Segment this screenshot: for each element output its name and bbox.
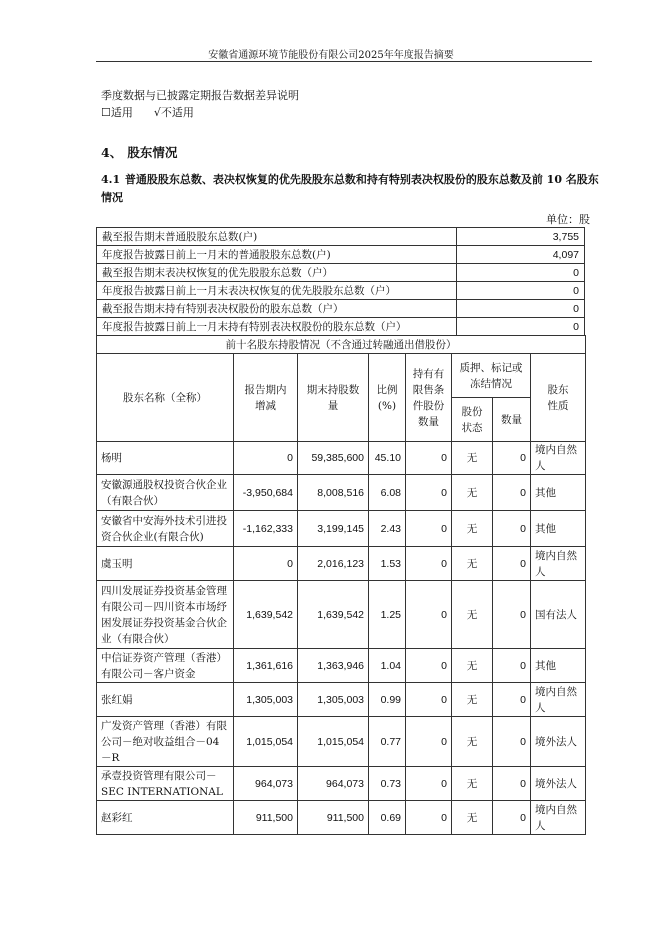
summary-value: 4,097 [457,246,585,264]
summary-row [97,318,585,336]
section-4-title: 股东情况 [127,145,178,160]
section-4-1-heading [101,171,601,207]
summary-label: 截至报告期末持有特别表决权股份的股东总数（户） [97,300,457,318]
shareholder-restricted: 0 [406,683,452,717]
shareholder-pledge-status: 无 [452,683,493,717]
shareholder-name: 赵彩红 [97,801,234,835]
shareholder-row [97,581,586,649]
shareholder-pledge-status: 无 [452,581,493,649]
shareholder-row [97,801,586,835]
shareholder-ratio: 1.25 [369,581,406,649]
shareholder-pledge-status: 无 [452,547,493,581]
shareholder-change: -3,950,684 [234,475,298,511]
shareholder-held: 59,385,600 [298,442,369,475]
col-header-nature: 股东性质 [531,354,586,442]
shareholder-held: 8,008,516 [298,475,369,511]
shareholder-restricted: 0 [406,442,452,475]
shareholder-restricted: 0 [406,581,452,649]
shareholder-name: 安徽省中安海外技术引进投资合伙企业(有限合伙) [97,511,234,547]
shareholder-change: 1,305,003 [234,683,298,717]
shareholder-row [97,511,586,547]
summary-value: 0 [457,282,585,300]
summary-label: 年度报告披露日前上一月末的普通股股东总数(户) [97,246,457,264]
shareholder-row [97,767,586,801]
shareholder-nature: 国有法人 [531,581,586,649]
shareholder-pledge-qty: 0 [493,801,531,835]
shareholder-held: 1,015,054 [298,717,369,767]
col-header-held: 期末持股数量 [298,354,369,442]
shareholder-pledge-status: 无 [452,767,493,801]
shareholder-row [97,683,586,717]
shareholder-held: 911,500 [298,801,369,835]
shareholder-nature: 境外法人 [531,717,586,767]
summary-value: 0 [457,318,585,336]
shareholder-pledge-qty: 0 [493,581,531,649]
shareholder-pledge-qty: 0 [493,442,531,475]
shareholder-nature: 境内自然人 [531,683,586,717]
shareholder-pledge-status: 无 [452,475,493,511]
option-not-applicable: √不适用 [153,106,194,119]
shareholder-pledge-status: 无 [452,511,493,547]
shareholder-restricted: 0 [406,649,452,683]
summary-row [97,282,585,300]
summary-row [97,300,585,318]
shareholder-pledge-status: 无 [452,649,493,683]
shareholder-pledge-status: 无 [452,442,493,475]
shareholder-row [97,547,586,581]
header-divider [96,61,592,62]
shareholder-change: 964,073 [234,767,298,801]
shareholder-name: 广发资产管理（香港）有限公司－绝对收益组合－04－R [97,717,234,767]
section-4-number: 4、 [101,145,123,160]
shareholder-summary-table [96,227,585,336]
shareholder-held: 2,016,123 [298,547,369,581]
section-4-heading [101,143,177,161]
shareholder-name: 四川发展证券投资基金管理有限公司－四川资本市场纾困发展证券投资基金合伙企业（有限合伙） [97,581,234,649]
shareholder-restricted: 0 [406,547,452,581]
shareholder-pledge-status: 无 [452,801,493,835]
summary-row [97,228,585,246]
shareholder-change: 911,500 [234,801,298,835]
shareholder-pledge-qty: 0 [493,649,531,683]
shareholder-pledge-qty: 0 [493,511,531,547]
shareholder-name: 中信证券资产管理（香港）有限公司－客户资金 [97,649,234,683]
shareholder-nature: 境内自然人 [531,801,586,835]
shareholder-ratio: 6.08 [369,475,406,511]
shareholder-nature: 其他 [531,475,586,511]
quarter-note-options [101,104,194,120]
shareholder-ratio: 0.99 [369,683,406,717]
summary-value: 3,755 [457,228,585,246]
col-header-change: 报告期内增减 [234,354,298,442]
shareholder-restricted: 0 [406,475,452,511]
shareholder-restricted: 0 [406,801,452,835]
section-4-1-number: 4.1 [101,173,121,186]
shareholder-held: 964,073 [298,767,369,801]
shareholder-change: 1,639,542 [234,581,298,649]
col-header-name: 股东名称（全称） [97,354,234,442]
shareholder-name: 张红娟 [97,683,234,717]
shareholder-ratio: 1.04 [369,649,406,683]
shareholder-pledge-qty: 0 [493,717,531,767]
shareholder-ratio: 2.43 [369,511,406,547]
col-header-ratio: 比例(%) [369,354,406,442]
shareholder-name: 承壹投资管理有限公司－SEC INTERNATIONAL [97,767,234,801]
shareholder-change: 0 [234,547,298,581]
shareholder-nature: 境外法人 [531,767,586,801]
shareholder-held: 1,363,946 [298,649,369,683]
summary-row [97,264,585,282]
summary-value: 0 [457,264,585,282]
shareholder-name: 杨明 [97,442,234,475]
shareholder-nature: 境内自然人 [531,442,586,475]
shareholder-pledge-qty: 0 [493,475,531,511]
report-header-title: 安徽省通源环境节能股份有限公司2025年年度报告摘要 [208,50,454,61]
shareholder-ratio: 0.77 [369,717,406,767]
unit-label: 单位：股 [546,213,590,226]
shareholder-ratio: 0.69 [369,801,406,835]
col-header-pledge-group: 质押、标记或冻结情况 [452,354,531,398]
shareholder-change: -1,162,333 [234,511,298,547]
top10-caption: 前十名股东持股情况（不含通过转融通出借股份） [97,336,586,354]
top10-shareholders-table [96,335,586,835]
shareholder-ratio: 0.73 [369,767,406,801]
section-4-1-title: 普通股股东总数、表决权恢复的优先股股东总数和持有特别表决权股份的股东总数及前 10 名股东情况 [101,173,599,204]
shareholder-nature: 境内自然人 [531,547,586,581]
col-header-pledge-qty: 数量 [493,398,531,442]
summary-label: 年度报告披露日前上一月末持有特别表决权股份的股东总数（户） [97,318,457,336]
summary-label: 年度报告披露日前上一月末表决权恢复的优先股股东总数（户） [97,282,457,300]
shareholder-restricted: 0 [406,511,452,547]
shareholder-pledge-status: 无 [452,717,493,767]
shareholder-held: 1,639,542 [298,581,369,649]
summary-row [97,246,585,264]
shareholder-nature: 其他 [531,649,586,683]
shareholder-change: 0 [234,442,298,475]
shareholder-pledge-qty: 0 [493,767,531,801]
shareholder-held: 3,199,145 [298,511,369,547]
shareholder-row [97,475,586,511]
shareholder-row [97,717,586,767]
shareholder-held: 1,305,003 [298,683,369,717]
shareholder-row [97,649,586,683]
shareholder-ratio: 1.53 [369,547,406,581]
shareholder-ratio: 45.10 [369,442,406,475]
shareholder-pledge-qty: 0 [493,547,531,581]
shareholder-restricted: 0 [406,717,452,767]
shareholder-change: 1,015,054 [234,717,298,767]
shareholder-nature: 其他 [531,511,586,547]
option-applicable: ☐适用 [101,106,133,119]
shareholder-change: 1,361,616 [234,649,298,683]
quarter-note-title: 季度数据与已披露定期报告数据差异说明 [101,89,299,102]
shareholder-row [97,442,586,475]
summary-label: 截至报告期末表决权恢复的优先股股东总数（户） [97,264,457,282]
shareholder-pledge-qty: 0 [493,683,531,717]
shareholder-restricted: 0 [406,767,452,801]
summary-label: 截至报告期末普通股股东总数(户) [97,228,457,246]
shareholder-name: 安徽源通股权投资合伙企业（有限合伙） [97,475,234,511]
shareholder-name: 虞玉明 [97,547,234,581]
summary-value: 0 [457,300,585,318]
col-header-restricted: 持有有限售条件股份数量 [406,354,452,442]
col-header-pledge-status: 股份状态 [452,398,493,442]
